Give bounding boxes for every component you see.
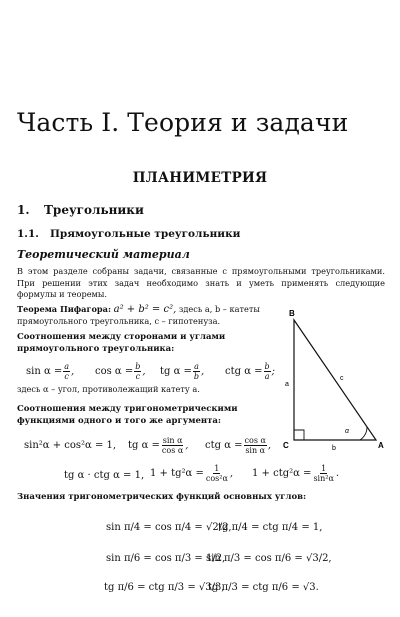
- right-triangle-figure: [280, 300, 390, 460]
- pythagoras-text-2: прямоугольного треугольника, c – гипотенуза.: [17, 315, 221, 326]
- section-title: ПЛАНИМЕТРИЯ: [132, 170, 268, 186]
- angle-alpha-label: α: [345, 428, 349, 435]
- side-b-label: b: [332, 445, 336, 452]
- identity-pythagorean: sin²α + cos²α = 1,: [24, 440, 117, 451]
- angle-arc: [360, 427, 367, 440]
- side-a-label: a: [285, 381, 289, 388]
- identity-tg: tg α = $\frac{\text{sin α}}{\text{cos α}}$ ,: [128, 436, 189, 455]
- subsection-number: 1.1.: [17, 228, 39, 240]
- intro-paragraph: В этом разделе собраны задачи, связанные с прямоугольными треугольниками. При решении этих задач необходимо знать и уметь применять следующие формулы и теоремы.: [17, 266, 385, 299]
- vertex-b-label: B: [289, 309, 295, 318]
- formula-tg: tg α = $\frac{a}{b}$ ,: [160, 362, 205, 381]
- theory-heading: Теоретический материал: [17, 248, 190, 261]
- value-row3-left: tg π/6 = ctg π/3 = √3/3,: [104, 582, 225, 593]
- right-angle-mark: [294, 430, 304, 440]
- chapter-number: 1.: [17, 203, 30, 217]
- side-c-label: c: [340, 375, 344, 382]
- identity-ctg-squared: 1 + ctg²α = $\frac{1}{\text{sin²α}}$ .: [252, 464, 340, 483]
- value-row2-right: sin π/3 = cos π/6 = √3/2,: [206, 553, 332, 564]
- pythagoras-formula: a² + b² = c²,: [113, 304, 177, 315]
- identity-product: tg α · ctg α = 1,: [64, 470, 145, 481]
- trig-heading: Соотношения между тригонометрическими функциями одного и того же аргумента:: [17, 404, 238, 426]
- pythagoras-text-1: здесь a, b – катеты: [178, 304, 260, 314]
- formula-sin: sin α = $\frac{a}{c}$ ,: [26, 362, 75, 381]
- value-row3-right: tg π/3 = ctg π/6 = √3.: [208, 582, 319, 593]
- formula-cos: cos α = $\frac{b}{c}$ ,: [95, 362, 146, 381]
- identity-ctg: ctg α = $\frac{\text{cos α}}{\text{sin α}}$ ,: [205, 436, 272, 455]
- angle-note: здесь α – угол, противолежащий катету a.: [17, 384, 200, 394]
- vertex-a-label: A: [378, 441, 384, 450]
- part-title: Часть I. Теория и задачи: [17, 108, 349, 137]
- chapter-title: Треугольники: [44, 203, 144, 217]
- pythagoras-label: Теорема Пифагора:: [17, 304, 111, 314]
- triangle-outline: [294, 320, 376, 440]
- value-row1-left: sin π/4 = cos π/4 = √2/2,: [106, 522, 232, 533]
- value-row2-left: sin π/6 = cos π/3 = 1/2,: [106, 553, 226, 564]
- relations-heading: Соотношения между сторонами и углами прямоугольного треугольника:: [17, 332, 226, 354]
- values-heading: Значения тригонометрических функций основных углов:: [17, 492, 307, 502]
- identity-tg-squared: 1 + tg²α = $\frac{1}{\text{cos²α}}$ ,: [150, 464, 234, 483]
- pythagoras-statement: [17, 304, 279, 327]
- formula-ctg: ctg α = $\frac{b}{a}$ ;: [225, 362, 276, 381]
- subsection-title: Прямоугольные треугольники: [50, 228, 241, 240]
- value-row1-right: tg π/4 = ctg π/4 = 1,: [218, 522, 323, 533]
- vertex-c-label: C: [283, 441, 289, 450]
